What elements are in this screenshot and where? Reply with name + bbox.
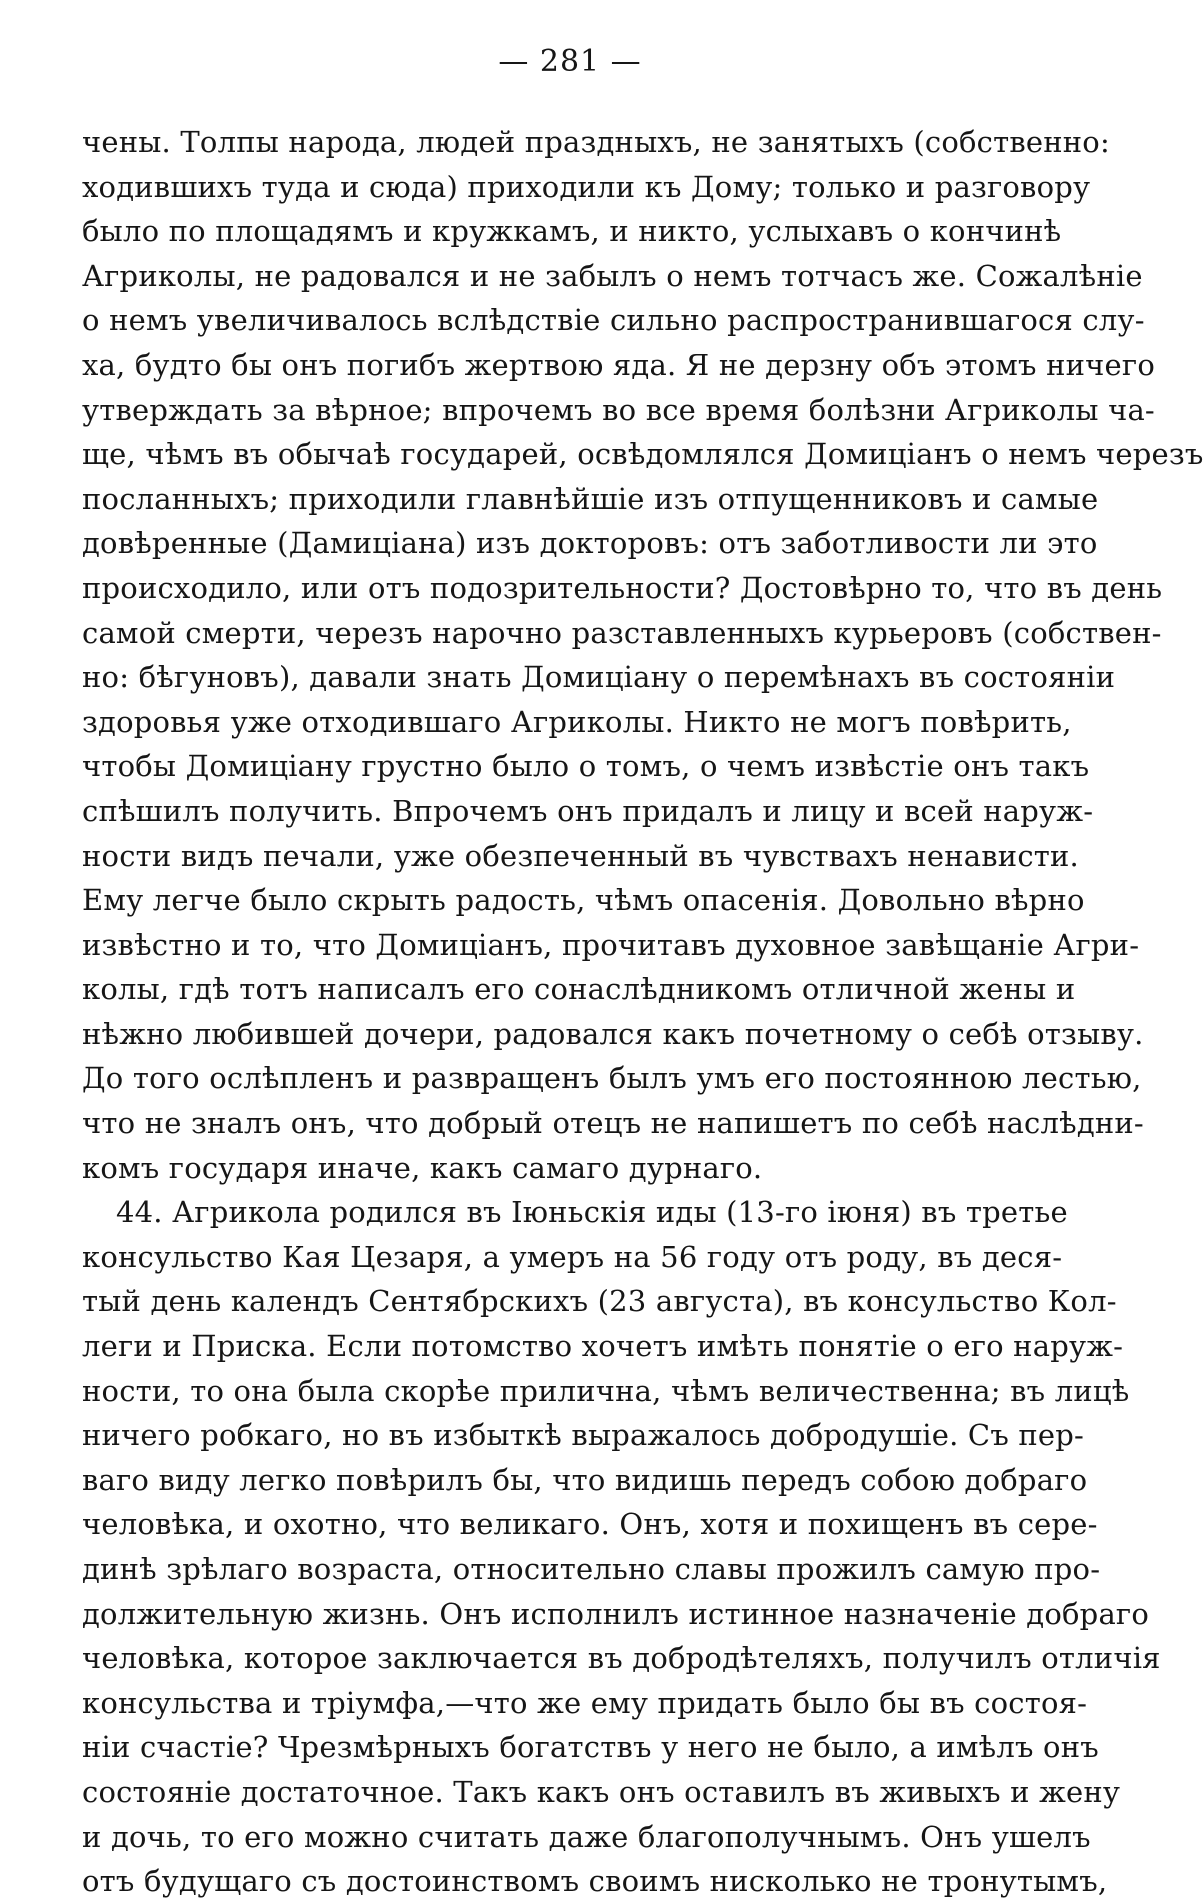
text-line: но: бѣгуновъ), давали знать Домиціану о перемѣнахъ въ состояніи [82, 660, 1116, 695]
text-line-paragraph-start: 44. Агрикола родился въ Іюньскія иды (13-го іюня) въ третье [116, 1195, 1068, 1230]
text-line: состояніе достаточное. Такъ какъ онъ оставилъ въ живыхъ и жену [82, 1774, 1121, 1809]
text-line: ваго виду легко повѣрилъ бы, что видишь передъ собою добраго [82, 1462, 1088, 1497]
text-line: консульства и тріумфа,—что же ему придать было бы въ состоя- [82, 1685, 1088, 1720]
text-line: происходило, или отъ подозрительности? Достовѣрно то, что въ день [82, 570, 1163, 605]
body-text [82, 120, 1204, 1904]
text-line: что не зналъ онъ, что добрый отецъ не напишетъ по себѣ наслѣдни- [82, 1106, 1144, 1141]
text-line: Агриколы, не радовался и не забылъ о немъ тотчасъ же. Сожалѣніе [82, 258, 1143, 293]
text-line: ще, чѣмъ въ обычаѣ государей, освѣдомлялся Домиціанъ о немъ черезъ [82, 437, 1204, 472]
text-line: спѣшилъ получить. Впрочемъ онъ придалъ и лицу и всей наруж- [82, 793, 1094, 828]
text-line: ности, то она была скорѣе прилична, чѣмъ величественна; въ лицѣ [82, 1373, 1130, 1408]
text-line: До того ослѣпленъ и развращенъ былъ умъ его постоянною лестью, [82, 1061, 1142, 1096]
text-line: о немъ увеличивалось вслѣдствіе сильно распространившагося слу- [82, 303, 1145, 338]
text-line: чтобы Домиціану грустно было о томъ, о чемъ извѣстіе онъ такъ [82, 749, 1090, 784]
text-line: нѣжно любившей дочери, радовался какъ почетному о себѣ отзыву. [82, 1016, 1144, 1051]
text-line: консульство Кая Цезаря, а умеръ на 56 году отъ роду, въ деся- [82, 1239, 1063, 1274]
text-line: Ему легче было скрыть радость, чѣмъ опасенія. Довольно вѣрно [82, 883, 1085, 918]
text-line: человѣка, которое заключается въ добродѣтеляхъ, получилъ отличія [82, 1641, 1161, 1676]
text-line: ха, будто бы онъ погибъ жертвою яда. Я не дерзну объ этомъ ничего [82, 347, 1155, 382]
text-line: должительную жизнь. Онъ исполнилъ истинное назначеніе добраго [82, 1596, 1149, 1631]
text-line: чены. Толпы народа, людей праздныхъ, не занятыхъ (собственно: [82, 125, 1110, 159]
text-line: колы, гдѣ тотъ написалъ его сонаслѣдникомъ отличной жены и [82, 972, 1076, 1007]
text-line: ніи счастіе? Чрезмѣрныхъ богатствъ у него не было, а имѣлъ онъ [82, 1730, 1099, 1765]
text-line: отъ будущаго съ достоинствомъ своимъ нисколько не тронутымъ, [82, 1864, 1108, 1899]
text-line: и дочь, то его можно считать даже благополучнымъ. Онъ ушелъ [82, 1819, 1091, 1854]
text-line: посланныхъ; приходили главнѣйшіе изъ отпущенниковъ и самые [82, 481, 1099, 516]
text-line: было по площадямъ и кружкамъ, и никто, услыхавъ о кончинѣ [82, 214, 1062, 249]
text-line: утверждать за вѣрное; впрочемъ во все время болѣзни Агриколы ча- [82, 392, 1155, 427]
text-line: ходившихъ туда и сюда) приходили къ Дому; только и разговору [82, 169, 1091, 204]
text-line: динѣ зрѣлаго возраста, относительно славы прожилъ самую про- [82, 1552, 1101, 1586]
text-line: здоровья уже отходившаго Агриколы. Никто не могъ повѣрить, [82, 704, 1072, 739]
text-line: леги и Приска. Если потомство хочетъ имѣть понятіе о его наруж- [82, 1329, 1124, 1364]
text-line: тый день календъ Сентябрскихъ (23 августа), въ консульство Кол- [82, 1284, 1117, 1319]
text-line-paragraph-end: комъ государя иначе, какъ самаго дурнаго. [82, 1150, 763, 1185]
text-line: ничего робкаго, но въ избыткѣ выражалось добродушіе. Съ пер- [82, 1418, 1085, 1453]
text-line: самой смерти, черезъ нарочно разставленныхъ курьеровъ (собствен- [82, 615, 1162, 650]
text-line: ности видъ печали, уже обезпеченный въ чувствахъ ненависти. [82, 838, 1079, 873]
text-line: довѣренные (Дамиціана) изъ докторовъ: отъ заботливости ли это [82, 526, 1098, 561]
text-line: извѣстно и то, что Домиціанъ, прочитавъ духовное завѣщаніе Агри- [82, 927, 1140, 962]
text-line: человѣка, и охотно, что великаго. Онъ, хотя и похищенъ въ сере- [82, 1507, 1098, 1542]
page-number: — 281 — [498, 44, 642, 79]
